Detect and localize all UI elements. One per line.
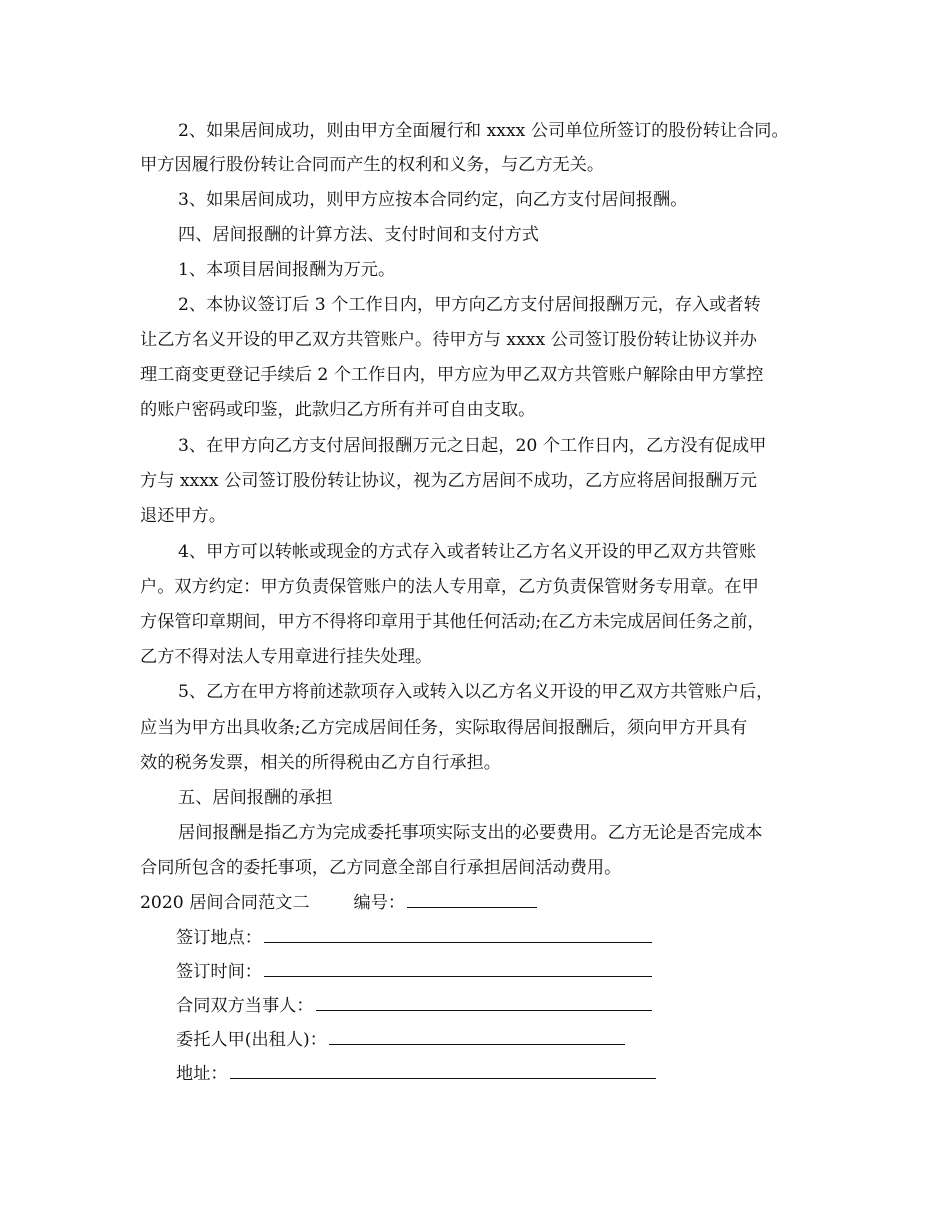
section-heading: 五、居间报酬的承担 (178, 788, 333, 808)
text-line: 2、如果居间成功，则由甲方全面履行和 xxxx 公司单位所签订的股份转让合同。 (178, 121, 789, 141)
field-label: 合同双方当事人： (176, 996, 314, 1016)
text-line: 的账户密码或印鉴，此款归乙方所有并可自由支取。 (140, 400, 536, 420)
number-label: 编号： (353, 893, 406, 913)
text-line: 退还甲方。 (140, 506, 226, 526)
text-line: 乙方不得对法人专用章进行挂失处理。 (140, 647, 433, 667)
field-label: 签订时间： (176, 962, 262, 982)
form-title: 2020 居间合同范文二 (140, 893, 310, 913)
field-address (176, 1058, 656, 1088)
field-blank (329, 1024, 625, 1045)
text-line: 2、本协议签订后 3 个工作日内，甲方向乙方支付居间报酬万元，存入或者转 (178, 295, 761, 315)
field-blank (264, 956, 652, 977)
number-blank (407, 887, 537, 908)
text-line: 方与 xxxx 公司签订股份转让协议，视为乙方居间不成功，乙方应将居间报酬万元 (140, 471, 757, 491)
text-line: 户。双方约定：甲方负责保管账户的法人专用章，乙方负责保管财务专用章。在甲 (140, 577, 759, 597)
text-line: 方保管印章期间，甲方不得将印章用于其他任何活动;在乙方未完成居间任务之前， (140, 612, 765, 632)
text-line: 5、乙方在甲方将前述款项存入或转入以乙方名义开设的甲乙双方共管账户后， (178, 682, 774, 702)
text-line: 甲方因履行股份转让合同而产生的权利和义务，与乙方无关。 (140, 155, 605, 175)
field-signing-time (176, 956, 652, 986)
field-blank (230, 1058, 656, 1079)
text-line: 合同所包含的委托事项，乙方同意全部自行承担居间活动费用。 (140, 858, 622, 878)
text-line: 效的税务发票，相关的所得税由乙方自行承担。 (140, 753, 501, 773)
form-title-line (140, 887, 537, 917)
field-label: 地址： (176, 1064, 228, 1084)
text-line: 3、如果居间成功，则甲方应按本合同约定，向乙方支付居间报酬。 (178, 190, 688, 210)
text-line: 1、本项目居间报酬为万元。 (178, 260, 396, 280)
field-signing-place (176, 922, 652, 952)
field-label: 签订地点： (176, 928, 262, 948)
text-line: 3、在甲方向乙方支付居间报酬万元之日起，20 个工作日内，乙方没有促成甲 (178, 436, 767, 456)
text-line: 理工商变更登记手续后 2 个工作日内，甲方应为甲乙双方共管账户解除由甲方掌控 (140, 365, 764, 385)
field-client-a (176, 1024, 625, 1054)
field-blank (316, 990, 652, 1011)
section-heading: 四、居间报酬的计算方法、支付时间和支付方式 (178, 225, 539, 245)
text-line: 应当为甲方出具收条;乙方完成居间任务，实际取得居间报酬后，须向甲方开具有 (140, 718, 748, 738)
field-blank (264, 922, 652, 943)
text-line: 4、甲方可以转帐或现金的方式存入或者转让乙方名义开设的甲乙双方共管账 (178, 542, 757, 562)
field-parties (176, 990, 652, 1020)
text-line: 居间报酬是指乙方为完成委托事项实际支出的必要费用。乙方无论是否完成本 (178, 823, 763, 843)
text-line: 让乙方名义开设的甲乙双方共管账户。待甲方与 xxxx 公司签订股份转让协议并办 (140, 330, 757, 350)
field-label: 委托人甲(出租人)： (176, 1030, 327, 1050)
